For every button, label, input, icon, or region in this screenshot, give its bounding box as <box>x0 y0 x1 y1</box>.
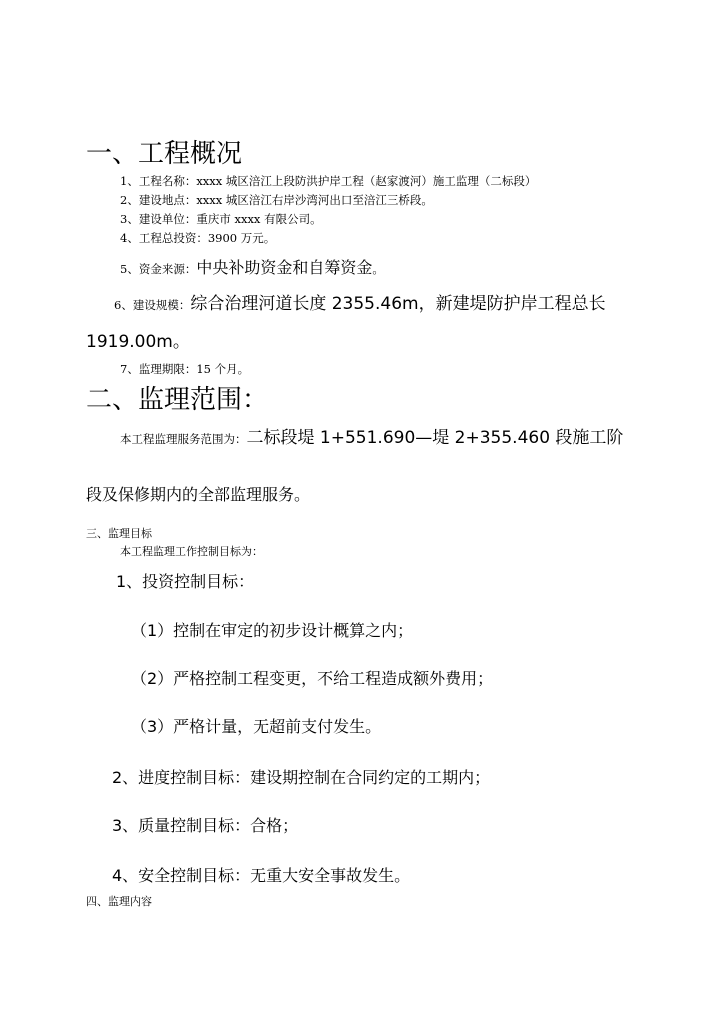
funding-source-end: 。 <box>372 262 384 276</box>
goals-intro: 本工程监理工作控制目标为： <box>120 545 263 558</box>
construction-scale-value: 综合治理河道长度 2355.46m，新建堤防护岸工程总长 <box>190 294 606 314</box>
section-heading-goals: 三、监理目标 <box>86 527 152 540</box>
funding-source-label: 5、资金来源： <box>120 262 197 276</box>
funding-source-line <box>120 257 384 279</box>
project-name-line: 1、工程名称：xxxx 城区涪江上段防洪护岸工程（赵家渡河）施工监理（二标段） <box>120 174 537 188</box>
supervision-period-line: 7、监理期限：15 个月。 <box>120 362 250 376</box>
construction-scale-continuation: 1919.00m。 <box>86 332 190 352</box>
scope-label: 本工程监理服务范围为： <box>120 432 247 446</box>
section-heading-scope: 二、监理范围： <box>86 385 269 415</box>
project-location-line: 2、建设地点：xxxx 城区涪江右岸沙湾河出口至涪江三桥段。 <box>120 193 433 207</box>
goal-quality-control: 3、质量控制目标：合格； <box>112 816 299 835</box>
scope-line <box>120 427 623 449</box>
goal-investment-item-2: （2）严格控制工程变更，不给工程造成额外费用； <box>131 669 494 688</box>
goal-investment-item-1: （1）控制在审定的初步设计概算之内； <box>131 621 414 640</box>
funding-source-value: 中央补助资金和自筹资金 <box>196 258 373 277</box>
construction-scale-line <box>114 293 606 315</box>
goal-safety-control: 4、安全控制目标：无重大安全事故发生。 <box>112 866 411 885</box>
scope-continuation: 段及保修期内的全部监理服务。 <box>86 485 311 504</box>
goal-investment-item-3: （3）严格计量，无超前支付发生。 <box>131 717 382 736</box>
total-investment-line: 4、工程总投资：3900 万元。 <box>120 231 276 245</box>
section-heading-content: 四、监理内容 <box>86 895 152 908</box>
goal-investment-control: 1、投资控制目标： <box>116 572 255 591</box>
goal-schedule-control: 2、进度控制目标：建设期控制在合同约定的工期内； <box>112 768 491 787</box>
scope-value: 二标段堤 1+551.690—堤 2+355.460 段施工阶 <box>246 428 624 448</box>
construction-unit-line: 3、建设单位：重庆市 xxxx 有限公司。 <box>120 212 322 226</box>
construction-scale-label: 6、建设规模： <box>114 298 191 312</box>
section-heading-overview: 一、工程概况 <box>86 139 243 169</box>
